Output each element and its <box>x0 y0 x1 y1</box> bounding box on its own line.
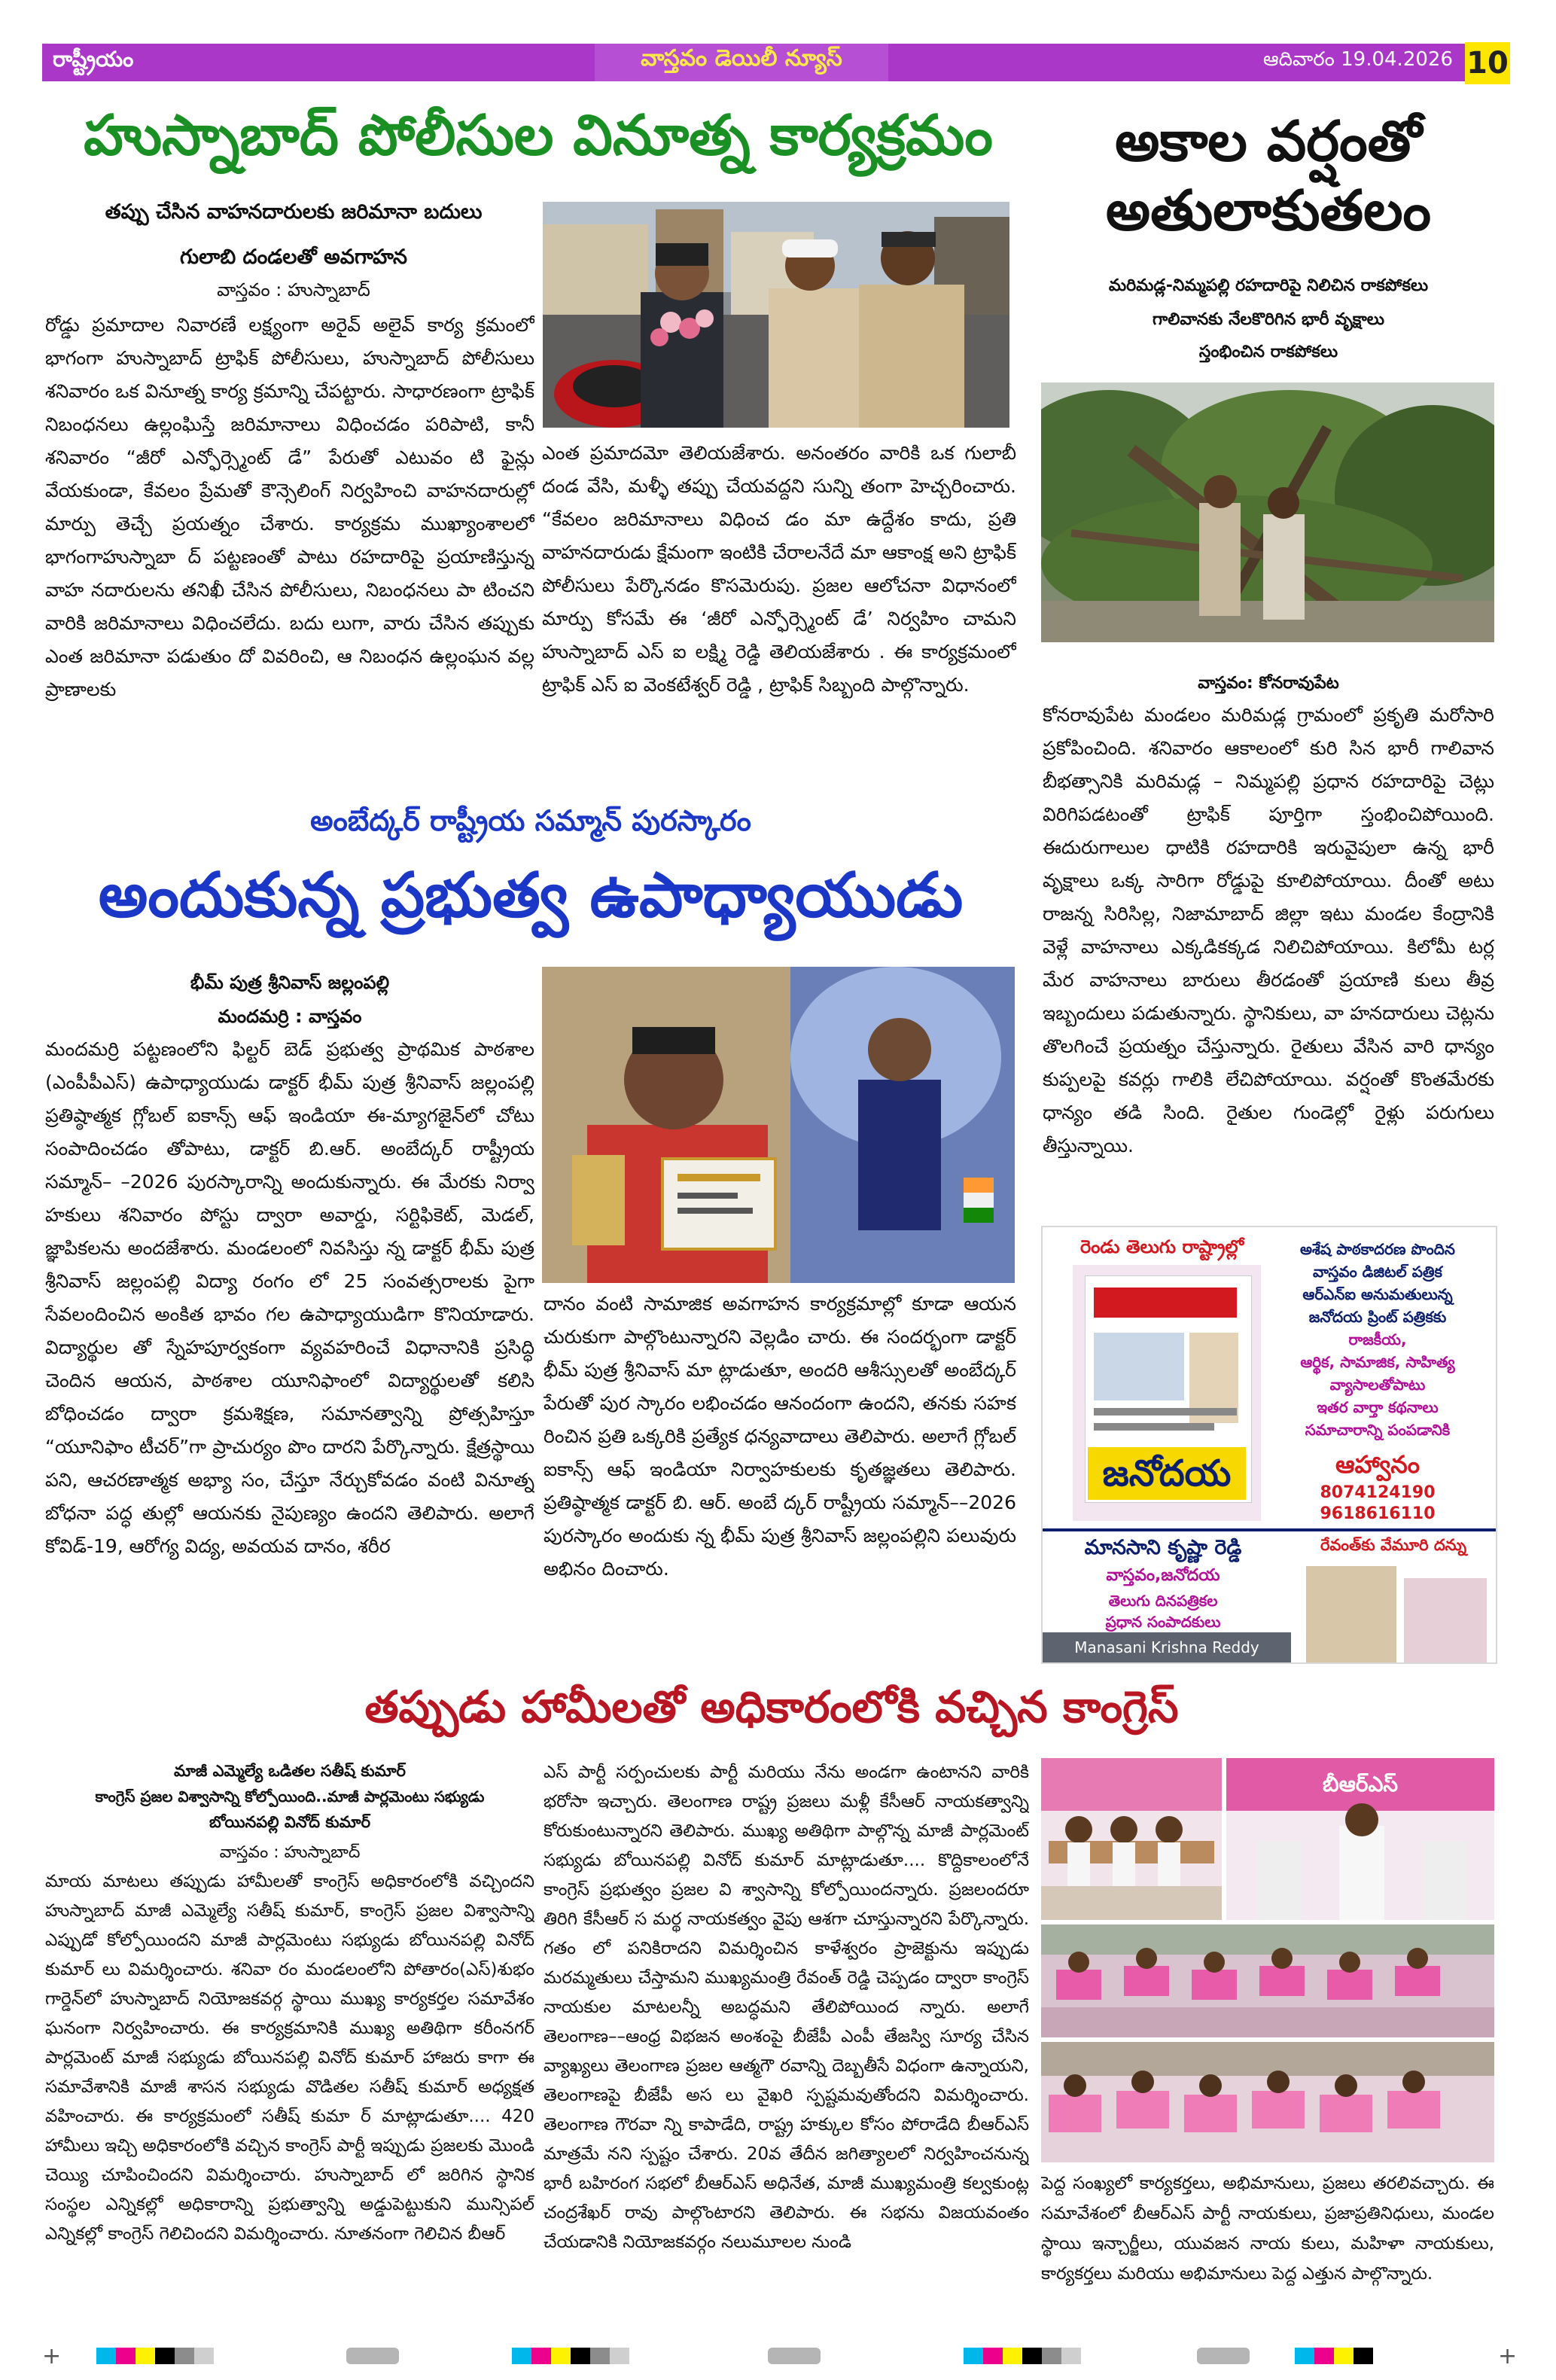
story4-photo-caption: పెద్ద సంఖ్యలో కార్యకర్తలు, అభిమానులు, ప్రజలు తరలివచ్చారు. ఈ సమావేశంలో బీఆర్ఎస్ పార్టీ నాయకులు, ప్రజాప్రతినిధులు, మండల స్థాయి ఇన్చార్జీలు, యువజన నాయ కులు, మహిళా నాయకులు, కార్యకర్తలు మరియు అభిమానులు పెద్ద ఎత్తున పాల్గొన్నారు. <box>1041 2174 1494 2284</box>
story2-subhead-2: గాలివానకు నేలకొరిగిన భారీ వృక్షాలు <box>1153 310 1384 329</box>
story2-headline-line-2: అతులాకుతలం <box>1105 178 1432 243</box>
color-bar-2 <box>512 2348 629 2364</box>
ad-promo-1: అశేష పాఠకాదరణ పొందిన <box>1300 1240 1455 1258</box>
story3-dateline: మందమర్రి : వాస్తవం <box>218 1006 362 1027</box>
section-name: రాష్ట్రీయం <box>53 47 134 72</box>
issue-date: ఆదివారం 19.04.2026 <box>1262 48 1453 71</box>
registration-mark-right: + <box>1498 2343 1518 2369</box>
ad-phone-1: 8074124190 <box>1320 1483 1436 1502</box>
gray-patch-1 <box>346 2348 399 2364</box>
story4-subhead-2: కాంగ్రెస్ ప్రజల విశ్వాసాన్ని కోల్పోయింది..మాజీ పార్లమెంటు సభ్యుడు <box>95 1787 485 1806</box>
story3-headline: అందుకున్న ప్రభుత్వ ఉపాధ్యాయుడు <box>98 860 964 931</box>
ad-editor-line-2: తెలుగు దినపత్రికల <box>1108 1592 1218 1610</box>
story4-photo-crowd-2 <box>1041 2042 1494 2162</box>
story3-byline: భీమ్ పుత్ర శ్రీనివాస్ జల్లంపల్లి <box>190 972 390 993</box>
story3-column-1: మందమర్రి పట్టణంలోని ఫిల్టర్ బెడ్ ప్రభుత్వ ప్రాథమిక పాఠశాల (ఎంపీపీఎస్) ఉపాధ్యాయుడు డాక్టర్ భీమ్ పుత్ర శ్రీనివాస్ జల్లంపల్లి ప్రతిష్ఠాత్మక గ్లోబల్ ఐకాన్స్ ఆఫ్ ఇండియా ఈ-మ్యాగజైన్‌లో చోటు సంపాదించడం తోపాటు, డాక్టర్ బి.ఆర్. అంబేద్కర్ రాష్ట్రీయ సమ్మాన్– –2026 పురస్కారాన్ని అందుకున్నారు. ఈ మేరకు నిర్వా హకులు శనివారం పోస్టు ద్వారా అవార్డు, సర్టిఫికెట్, మెడల్, జ్ఞాపికలను అందజేశారు. మండలంలో నివసిస్తు న్న డాక్టర్ భీమ్ పుత్ర శ్రీనివాస్ జల్లంపల్లి విద్యా రంగం లో 25 సంవత్సరాలకు పైగా సేవలందించిన అంకిత భావం గల ఉపాధ్యాయుడిగా కొనియాడారు. విద్యార్థుల తో స్నేహపూర్వకంగా వ్యవహరించే విధానానికి ప్రసిద్ధి చెందిన ఆయన, పాఠశాల యూనిఫాంలో విద్యార్థులతో కలిసి బోధించడం ద్వారా క్రమశిక్షణ, సమానత్వాన్ని ప్రోత్సహిస్తూ “యూనిఫాం టీచర్”గా ప్రాచుర్యం పొం దారని పేర్కొన్నారు. క్షేత్రస్థాయి పని, ఆచరణాత్మక అభ్యా సం, చేస్తూ నేర్చుకోవడం వంటి వినూత్న బోధనా పద్ధ తుల్లో ఆయనకు నైపుణ్యం ఉందని తెలిపారు. అలాగే కోవిడ్-19, ఆరోగ్య విద్య, అవయవ దానం, శరీర <box>45 1038 534 1557</box>
story4-photo-speaker <box>1226 1758 1494 1920</box>
story3-photo-award-teacher <box>542 967 1015 1283</box>
story2-dateline: వాస్తవం: కోనరావుపేట <box>1198 674 1339 693</box>
ad-birthday-text: రేవంత్‌కు వేమూరి దన్ను <box>1320 1536 1467 1554</box>
story4-headline: తప్పుడు హామీలతో అధికారంలోకి వచ్చిన కాంగ్రెస్ <box>364 1681 1179 1732</box>
story2-photo-fallen-trees <box>1041 382 1494 642</box>
color-bar-1 <box>96 2348 214 2364</box>
ad-promo-block <box>1268 1238 1487 1441</box>
color-bar-3 <box>964 2348 1081 2364</box>
ad-paper-logo: జనోదయ <box>1088 1447 1246 1500</box>
story4-column-2: ఎస్ పార్టీ సర్పంచులకు పార్టీ మరియు నేను అండగా ఉంటానని వారికి భరోసా ఇచ్చారు. తెలంగాణ రాష్ట్ర ప్రజలు మళ్లీ కేసీఆర్ నాయకత్వాన్ని కోరుకుంటున్నారని తెలిపారు. ముఖ్య అతిథిగా పాల్గొన్న మాజీ పార్లమెంట్ సభ్యుడు బోయినపల్లి వినోద్ కుమార్ మాట్లాడుతూ.... కొద్దికాలంలోనే కాంగ్రెస్ ప్రభుత్వం ప్రజల వి శ్వాసాన్ని కోల్పోయిందన్నారు. ప్రజలందరూ తిరిగి కేసీఆర్ స మర్థ నాయకత్వం వైపు ఆశగా చూస్తున్నారని పేర్కొన్నారు. గతం లో పనికిరాదని విమర్శించిన కాళేశ్వరం ప్రాజెక్టును ఇప్పుడు మరమ్మతులు చేస్తామని ముఖ్యమంత్రి రేవంత్ రెడ్డి చెప్పడం ద్వారా కాంగ్రెస్ నాయకుల మాటలన్నీ అబద్ధమని తేలిపోయింద న్నారు. అలాగే తెలంగాణ––ఆంధ్ర విభజన అంశంపై బీజేపీ ఎంపీ తేజస్వి సూర్య చేసిన వ్యాఖ్యలు తెలంగాణ ప్రజల ఆత్మగౌ రవాన్ని దెబ్బతీసే విధంగా ఉన్నాయని, తెలంగాణపై బీజేపీ అస లు వైఖరి స్పష్టమవుతోందని విమర్శించారు. తెలంగాణ గౌరవా న్ని కాపాడేది, రాష్ట్ర హక్కుల కోసం పోరాడేది బీఆర్ఎస్ మాత్రమే నని స్పష్టం చేశారు. 20వ తేదీన జగిత్యాలలో నిర్వహించనున్న భారీ బహిరంగ సభలో బీఆర్ఎస్ అధినేత, మాజీ ముఖ్యమంత్రి కల్వకుంట్ల చంద్రశేఖర్ రావు పాల్గొంటారని తెలిపారు. ఈ సభను విజయవంతం చేయడానికి నియోజకవర్గం నలుమూలల నుండి <box>544 1763 1029 2252</box>
ad-promo-7: వ్యాసాలతోపాటు <box>1329 1376 1426 1394</box>
story4-photo-crowd-1 <box>1041 1924 1494 2037</box>
story1-subhead-2: గులాబి దండలతో అవగాహన <box>179 245 408 269</box>
ad-promo-3: ఆర్ఎన్ఐ అనుమతులున్న <box>1302 1285 1453 1303</box>
ad-editor-line-3: ప్రధాన సంపాదకులు <box>1105 1613 1221 1631</box>
ad-portrait-1 <box>1306 1566 1396 1662</box>
page-number: 10 <box>1465 42 1510 84</box>
story1-headline: హుస్నాబాద్ పోలీసుల వినూత్న కార్యక్రమం <box>84 103 993 168</box>
color-bar-4 <box>1295 2348 1373 2364</box>
story1-column-2: ఎంత ప్రమాదమో తెలియజేశారు. అనంతరం వారికి ఒక గులాబీ దండ వేసి, మళ్ళీ తప్పు చేయవద్దని సున్ని తంగా హెచ్చరించారు. “కేవలం జరిమానాలు విధించ డం మా ఉద్దేశం కాదు, ప్రతి వాహనదారుడు క్షేమంగా ఇంటికి చేరాలనేదే మా ఆకాంక్ష అని ట్రాఫిక్ పోలీసులు పేర్కొనడం కొసమెరుపు. ప్రజల ఆలోచనా విధానంలో మార్పు కోసమే ఈ ‘జీరో ఎన్ఫోర్స్మెంట్ డే’ నిర్వహిం చామని హుస్నాబాద్ ఎస్ ఐ లక్ష్మి రెడ్డి తెలియజేశారు . ఈ కార్యక్రమంలో ట్రాఫిక్ ఎస్ ఐ వెంకటేశ్వర్ రెడ్డి , ట్రాఫిక్ సిబ్బంది పాల్గొన్నారు. <box>542 442 1016 696</box>
ad-invite: ఆహ్వానం <box>1335 1450 1420 1479</box>
story2-subhead-3: స్తంభించిన రాకపోకలు <box>1198 343 1338 361</box>
gray-patch-3 <box>1197 2348 1250 2364</box>
ad-divider <box>1043 1528 1496 1531</box>
ad-promo-4: జనోదయ ప్రింట్ పత్రికకు <box>1308 1308 1447 1326</box>
registration-mark-left: + <box>42 2343 62 2369</box>
ad-editor-name: మానసాని కృష్ణా రెడ్డి <box>1084 1536 1242 1559</box>
story3-column-2: దానం వంటి సామాజిక అవగాహన కార్యక్రమాల్లో కూడా ఆయన చురుకుగా పాల్గొంటున్నారని వెల్లడిం చారు. ఈ సందర్భంగా డాక్టర్ భీమ్ పుత్ర శ్రీనివాస్ మా ట్లాడుతూ, అందరి ఆశీస్సులతో అంబేద్కర్ పేరుతో పుర స్కారం లభించడం ఆనందంగా ఉందని, తనకు సహక రించిన ప్రతి ఒక్కరికి ప్రత్యేక ధన్యవాదాలు తెలిపారు. అలాగే గ్లోబల్ ఐకాన్స్ ఆఫ్ ఇండియా నిర్వాహకులకు కృతజ్ఞతలు తెలిపారు. ప్రతిష్ఠాత్మక డాక్టర్ బి. ఆర్. అంబే ద్కర్ రాష్ట్రీయ సమ్మాన్––2026 పురస్కారం అందుకు న్న భీమ్ పుత్ర శ్రీనివాస్ జల్లంపల్లిని పలువురు అభినం దించారు. <box>544 1293 1016 1580</box>
story2-subhead-1: మరిమడ్ల-నిమ్మపల్లి రహదారిపై నిలిచిన రాకపోకలు <box>1108 276 1429 295</box>
ad-promo-6: ఆర్థిక, సామాజిక, సాహిత్య <box>1300 1353 1455 1371</box>
story4-photo-stage <box>1041 1758 1222 1920</box>
story4-subhead-1: మాజీ ఎమ్మెల్యే ఒడితల సతీష్ కుమార్ <box>173 1762 407 1780</box>
story4-dateline: వాస్తవం : హుస్నాబాద్ <box>219 1843 361 1862</box>
ad-promo-2: వాస్తవం డిజిటల్ పత్రిక <box>1312 1263 1442 1281</box>
ad-portrait-2 <box>1404 1578 1487 1662</box>
masthead: వాస్తవం డెయిలీ న్యూస్ <box>641 45 842 72</box>
ad-promo-5: రాజకీయ, <box>1348 1330 1407 1348</box>
gray-patch-2 <box>768 2348 821 2364</box>
ad-footer: Manasani Krishna Reddy <box>1043 1632 1291 1662</box>
story4-banner-text: బీఆర్ఎస్ <box>1322 1772 1399 1796</box>
story4-column-1: మాయ మాటలు తప్పుడు హామీలతో కాంగ్రెస్ అధికారంలోకి వచ్చిందని హుస్నాబాద్ మాజీ ఎమ్మెల్యే సతీష్ కుమార్, కాంగ్రెస్ ప్రజల విశ్వాసాన్ని ఎప్పుడో కోల్పోయిందని మాజీ పార్లమెంటు సభ్యుడు బోయినపల్లి వినోద్ కుమార్ లు విమర్శించారు. శనివా రం మండలంలోని పోతారం(ఎస్)శుభం గార్డెన్‌లో హుస్నాబాద్ నియోజకవర్గ స్థాయి ముఖ్య కార్యకర్తల సమావేశం ఘనంగా నిర్వహించారు. ఈ కార్యక్రమానికి ముఖ్య అతిథిగా కరీంనగర్ పార్లమెంట్ మాజీ సభ్యుడు బోయినపల్లి వినోద్ కుమార్ హాజరు కాగా ఈ సమావేశానికి మాజీ శాసన సభ్యుడు వొడితల సతీష్ కుమార్ అధ్యక్షత వహించారు. ఈ కార్యక్రమంలో సతీష్ కుమా ర్ మాట్లాడుతూ.... 420 హామీలు ఇచ్చి అధికారంలోకి వచ్చిన కాంగ్రెస్ పార్టీ ఇప్పుడు ప్రజలకు మొండి చెయ్యి చూపించిందని విమర్శించారు. హుస్నాబాద్ లో జరిగిన స్థానిక సంస్థల ఎన్నికల్లో అధికారాన్ని ప్రభుత్వాన్ని అడ్డుపెట్టుకుని మున్సిపల్ ఎన్నికల్లో కాంగ్రెస్ గెలిచిందని విమర్శించారు. నూతనంగా గెలిచిన బీఆర్ <box>45 1872 534 2244</box>
ad-editor-line-1: వాస్తవం,జనోదయ <box>1106 1566 1220 1585</box>
story1-photo-traffic-police <box>543 202 1009 428</box>
ad-promo-8: ఇతర వార్తా కథనాలు <box>1317 1398 1439 1416</box>
ad-phone-2: 9618616110 <box>1320 1504 1436 1523</box>
story4-photo-collage <box>1041 1758 1494 2162</box>
story2-headline-line-1: అకాల వర్షంతో <box>1115 109 1422 174</box>
story4-subhead-3: బోయినపల్లి వినోద్ కుమార్ <box>209 1813 371 1831</box>
ad-banner: రెండు తెలుగు రాష్ట్రాల్లో <box>1080 1236 1244 1257</box>
story1-subhead-1: తప్పు చేసిన వాహనదారులకు జరిమానా బదులు <box>105 200 483 224</box>
ad-birthday-panel <box>1291 1533 1496 1662</box>
ad-promo-9: సమాచారాన్ని పంపడానికి <box>1305 1421 1451 1439</box>
advertisement-janodaya <box>1041 1226 1497 1664</box>
story1-column-1: రోడ్డు ప్రమాదాల నివారణే లక్ష్యంగా అరైవ్ అలైవ్ కార్య క్రమంలో భాగంగా హుస్నాబాద్ ట్రాఫిక్ పోలీసులు, హుస్నాబాద్ పోలీసులు శనివారం ఒక వినూత్న కార్య క్రమాన్ని చేపట్టారు. సాధారణంగా ట్రాఫిక్ నిబంధనలు ఉల్లంఘిస్తే జరిమానాలు విధించడం పరిపాటి, కానీ శనివారం “జీరో ఎన్ఫోర్స్మెంట్ డే” పేరుతో ఎటువం టి ఫైన్లు వేయకుండా, కేవలం ప్రేమతో కౌన్సెలింగ్ నిర్వహించి వాహనదారుల్లో మార్పు తెచ్చే ప్రయత్నం చేశారు. కార్యక్రమ ముఖ్యాంశాలలో భాగంగాహుస్నాబా ద్ పట్టణంతో పాటు రహదారిపై ప్రయాణిస్తున్న వాహ నదారులను తనిఖీ చేసిన పోలీసులు, నిబంధనలు పా టించని వారికి జరిమానాలు విధించలేదు. బదు లుగా, వారు చేసిన తప్పుకు ఎంత జరిమానా పడుతుం దో వివరించి, ఆ నిబంధన ఉల్లంఘన వల్ల ప్రాణాలకు <box>45 314 534 700</box>
story3-kicker: అంబేద్కర్ రాష్ట్రీయ సమ్మాన్ పురస్కారం <box>310 804 751 837</box>
story1-dateline: వాస్తవం : హుస్నాబాద్ <box>217 279 370 300</box>
story2-body: కోనరావుపేట మండలం మరిమడ్ల గ్రామంలో ప్రకృతి మరోసారి ప్రకోపించింది. శనివారం ఆకాలంలో కురి సిన భారీ గాలివాన బీభత్సానికి మరిమడ్ల – నిమ్మపల్లి ప్రధాన రహదారిపై చెట్లు విరిగిపడటంతో ట్రాఫిక్ పూర్తిగా స్తంభించిపోయింది. ఈదురుగాలుల ధాటికి రహదారికి ఇరువైపులా ఉన్న భారీ వృక్షాలు ఒక్క సారిగా రోడ్డుపై కూలిపోయాయి. దీంతో అటు రాజన్న సిరిసిల్ల, నిజామాబాద్ జిల్లా ఇటు మండల కేంద్రానికి వెళ్లే వాహనాలు ఎక్కడికక్కడ నిలిచిపోయాయి. కిలోమీ టర్ల మేర వాహనాలు బారులు తీరడంతో ప్రయాణి కులు తీవ్ర ఇబ్బందులు పడుతున్నారు. స్థానికులు, వా హనదారులు చెట్లను తొలగించే ప్రయత్నం చేస్తున్నారు. రైతులు వేసిన వారి ధాన్యం కుప్పలపై కవర్లు గాలికి లేచిపోయాయి. వర్షంతో కొంతమేరకు ధాన్యం తడి సింది. రైతుల గుండెల్లో రైళ్లు పరుగులు తీస్తున్నాయి. <box>1043 704 1494 1156</box>
